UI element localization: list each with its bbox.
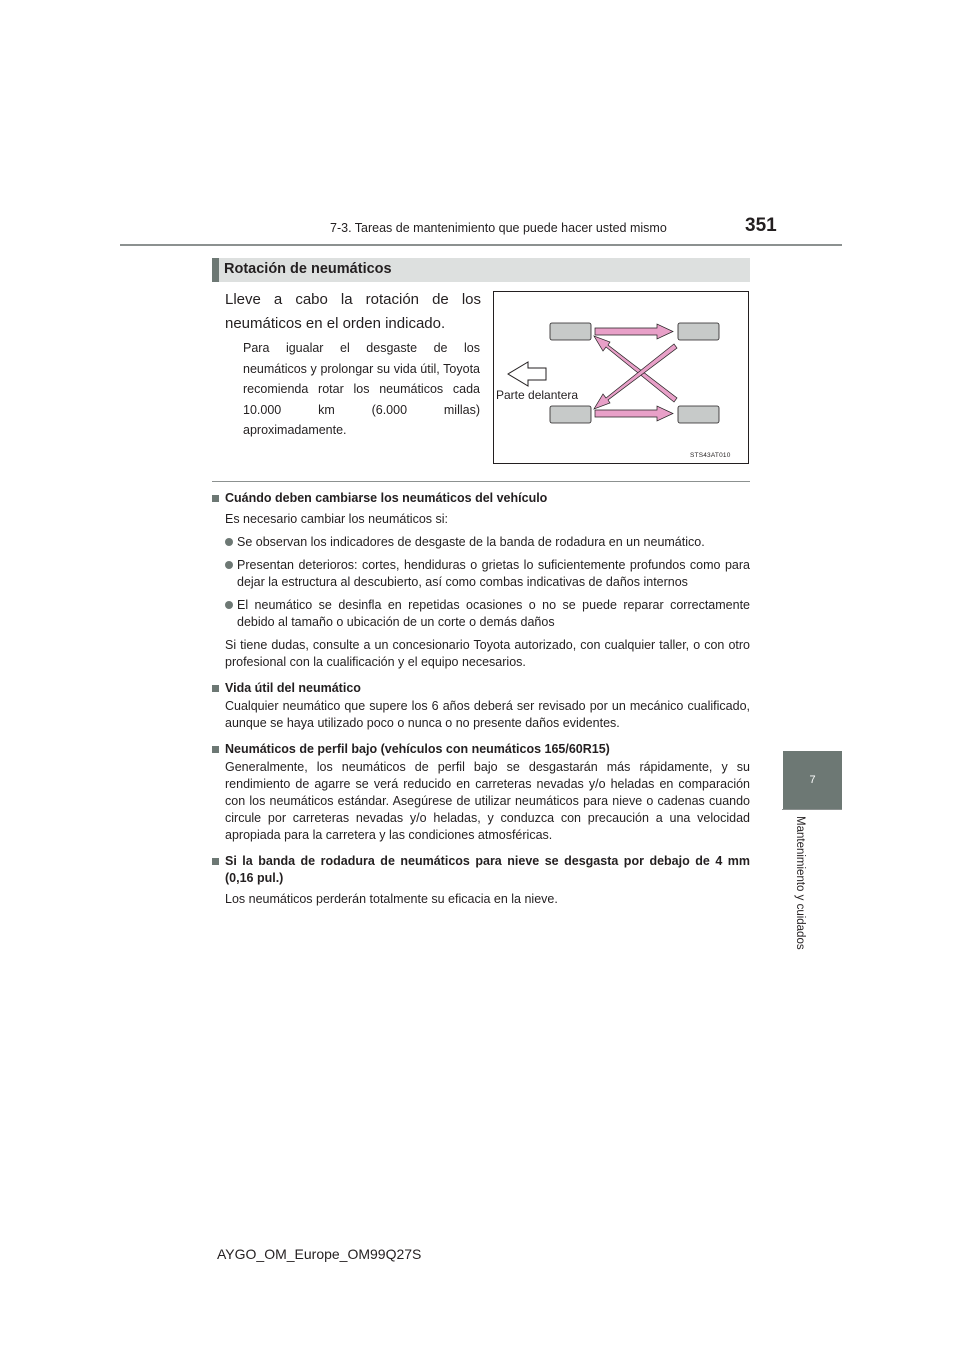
topic-heading: Vida útil del neumático	[212, 680, 750, 697]
tire-front-right	[550, 406, 591, 423]
header-divider	[120, 244, 842, 246]
chapter-title: 7-3. Tareas de mantenimiento que puede hacer usted mismo	[330, 221, 667, 235]
tire-rotation-diagram	[494, 292, 750, 465]
section-header-bar	[212, 258, 219, 282]
body-content	[212, 487, 750, 908]
figure-code: STS43AT010	[690, 452, 731, 459]
section-note: Para igualar el desgaste de los neumáticos y prolongar su vida útil, Toyota recomienda rotar los neumáticos cada 10.000 km (6.000 millas) aproximadamente.	[243, 341, 480, 437]
topic-heading: Neumáticos de perfil bajo (vehículos con neumáticos 165/60R15)	[212, 741, 750, 758]
list-item: Se observan los indicadores de desgaste de la banda de rodadura en un neumático.	[212, 534, 750, 551]
topic-text: Generalmente, los neumáticos de perfil bajo se desgastarán más rápidamente, y su rendimiento de agarre se verá reducido en carreteras nevadas y/o heladas en comparación con los neumáticos estándar. Asegúrese de utilizar neumáticos para nieve o cadenas cuando circule por carreteras nevadas y/o heladas, y conduzca con precaución a una velocidad apropiada para la carretera y las condiciones atmosféricas.	[225, 760, 750, 842]
chapter-tab: 7	[783, 751, 842, 809]
page-number: 351	[745, 215, 777, 236]
arrow-top	[595, 324, 673, 339]
arrow-bottom	[595, 406, 673, 421]
section-divider	[212, 481, 750, 482]
tire-rotation-figure	[493, 291, 749, 464]
side-divider	[782, 809, 842, 810]
topic-heading: Cuándo deben cambiarse los neumáticos del vehículo	[212, 490, 750, 507]
topic-text: Los neumáticos perderán totalmente su eficacia en la nieve.	[225, 892, 558, 906]
topic-text: Cualquier neumático que supere los 6 años deberá ser revisado por un mecánico cualificado, aunque se haya utilizado poco o nunca o no presente daños evidentes.	[225, 699, 750, 730]
topic-heading: Si la banda de rodadura de neumáticos para nieve se desgasta por debajo de 4 mm (0,16 pul.)	[212, 853, 750, 887]
section-header	[212, 258, 750, 282]
list-item: El neumático se desinfla en repetidas ocasiones o no se puede reparar correctamente debido al tamaño o ubicación de un corte o demás daños	[212, 597, 750, 631]
section-title: Rotación de neumáticos	[224, 261, 392, 277]
document-code: AYGO_OM_Europe_OM99Q27S	[217, 1246, 422, 1262]
section-intro: Lleve a cabo la rotación de los neumáticos en el orden indicado.	[225, 291, 481, 332]
arrow-diagonal-up	[594, 336, 677, 402]
chapter-side-label: Mantenimiento y cuidados	[794, 816, 806, 950]
topic-outro: Si tiene dudas, consulte a un concesionario Toyota autorizado, con cualquier taller, o con otro profesional con la cualificación y el equipo necesarios.	[225, 638, 750, 669]
tire-front-left	[550, 323, 591, 340]
tire-rear-left	[678, 323, 719, 340]
list-item: Presentan deterioros: cortes, hendiduras o grietas lo suficientemente profundos como para dejar la estructura al descubierto, así como combas indicativas de daños internos	[212, 557, 750, 591]
front-label: Parte delantera	[496, 388, 579, 402]
topic-intro: Es necesario cambiar los neumáticos si:	[225, 512, 449, 526]
front-direction-arrow	[508, 362, 546, 386]
tire-rear-right	[678, 406, 719, 423]
arrow-diagonal-down	[594, 344, 677, 409]
